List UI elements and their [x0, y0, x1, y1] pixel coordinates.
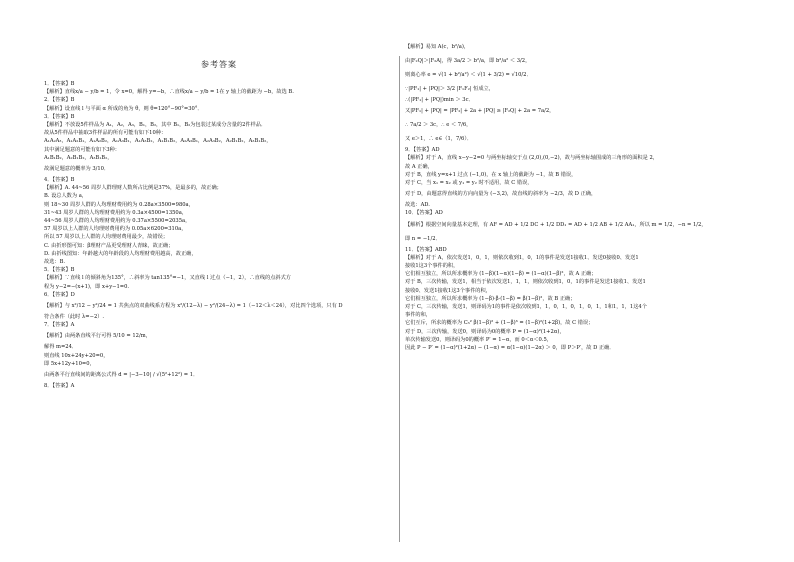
right-line: 故 A 正确，	[405, 163, 433, 170]
right-line: 接收0、发送1接收1这3个事件的积，	[405, 287, 491, 294]
right-line: 对于 B，直线 y=x+1 过点 (−1,0)，在 x 轴上的截距为 −1，故 B 错误，	[405, 171, 577, 178]
right-line: 10．【答案】AD	[405, 210, 443, 217]
right-line: 【解析】易知 A(c，b²/a)，	[405, 44, 470, 50]
right-column	[405, 40, 755, 352]
left-line: 2．【答案】B	[44, 97, 75, 104]
right-line: 对于 D，由题意得直线的方向向量为 (−3,2)，故直线的斜率为 −2/3，故 D 正确，	[405, 191, 597, 198]
left-line: 3．【答案】B	[44, 113, 75, 120]
left-line: 则直线 10x+24y+20=0，	[44, 352, 109, 359]
right-line: 对于 C，当 x₁ = x₂ 或 y₁ = y₂ 时不适用，故 C 错误，	[405, 180, 533, 187]
right-line: 接收1这3个事件的积，	[405, 263, 459, 270]
left-line: 【解析】设直线 l 与平面 α 所成的角为 θ，则 θ=120°−90°=30°．	[44, 105, 203, 112]
left-line: A₁A₂A₃，A₁A₂B₁，A₁A₂B₂，A₁A₃B₁，A₁A₃B₂，A₁B₁B₂，A₂A₃B₁，A₂A₃B₂，A₂B₁B₂，A₃B₁B₂，	[44, 138, 272, 145]
right-line: 它们互斥，所求的概率为 C₃² β(1−β)² + (1−β)³ = (1−β)²(1+2β)，故 C 错误；	[405, 320, 594, 327]
right-line: 【解析】对于 A，直线 x−y−2=0 与两坐标轴交于点 (2,0),(0,−2)，故与两坐标轴围成的三角形的面积是 2，	[405, 155, 658, 162]
left-line: 8．【答案】A	[44, 383, 75, 390]
right-line: 对于 C，三次传输，发送1，则译码为1的事件是依次收到1，1，0，1，0，1，0，1，1和1，1，1这4个	[405, 304, 647, 311]
left-line: 其中满足题意的可能有如下3种：	[44, 146, 120, 153]
right-line: ∵|PF₁| + |PQ|＞ 3/2 |F₁F₂| 恒成立，	[405, 86, 494, 92]
left-line: 57 周岁以上人群的人均理财费用约为 0.05a×6200=310a，	[44, 226, 187, 233]
right-line: 由|F₂Q|＞|F₂A|，得 3a/2 ＞ b²/a，即 b²/a² ＜ 3/2，	[405, 58, 531, 64]
page-title: 参考答案	[201, 60, 237, 69]
left-line: 解得 m=24．	[44, 344, 78, 351]
left-line: 4．【答案】B	[44, 177, 75, 184]
right-line: 又|PF₁| + |PQ| = |PF₂| + 2a + |PQ| ≥ |F₂Q| + 2a = 7a/2，	[405, 108, 555, 115]
left-line: A₁B₁B₂，A₂B₁B₂，A₃B₁B₂，	[44, 154, 113, 161]
right-line: 因此 P − P′ = (1−α)²(1+2α) − (1−α) = α(1−α)(1−2α) ＞ 0，即 P＞P′，故 D 正确．	[405, 345, 615, 352]
right-line: 对于 B，三次传输，发送1，相当于依次发送1，1，1，则依次收到1，0，1的事件是发送1接收1、发送1	[405, 279, 646, 286]
left-line: 【解析】与 x²/12 − y²/24 = 1 共焦点的双曲线系方程为 x²/(12−λ) − y²/(24−λ) = 1（−12＜λ＜24），对比四个选项，只有 D	[44, 303, 343, 310]
right-line: 【解析】对于 A，依次发送1，0，1，则依次收到1，0，1的事件是发送1接收1、发送0接收0、发送1	[405, 254, 639, 261]
left-line: 【解析】不放设5件样品为 A₁，A₂，A₃，B₁，B₂，其中 B₁，B₂为包装过某成分含量的2件样品．	[44, 122, 267, 129]
right-line: 事件的和，	[405, 312, 431, 319]
left-line: C. 由折形图可知：β理财产品更受理财人青睐，故正确；	[44, 242, 174, 249]
left-line: 即 5x+12y+10=0，	[44, 360, 95, 367]
left-lines	[44, 80, 394, 390]
left-line: 【解析】由两条直线平行可得 5/10 = 12/m，	[44, 333, 151, 340]
right-line: 则离心率 e = √(1 + b²/a²) ＜ √(1 + 3/2) = √10/2．	[405, 72, 532, 78]
left-line: 【解析】A. 44~56 周岁人群理财人数所占比例是37%，是最多的，故正确；	[44, 185, 222, 192]
right-line: ∴(|PF₁| + |PQ|)min ＞ 3c．	[405, 97, 474, 103]
column-divider	[399, 56, 400, 542]
left-line: B. 设总人数为 a，	[44, 193, 87, 200]
right-line: 单次传输发送0，则译码为0的概率 P′ = 1−α，而 0＜α＜0.5，	[405, 336, 552, 343]
right-line: 又 e＞1，∴ e∈（1，7/6）．	[405, 136, 473, 143]
left-line: 5．【答案】B	[44, 267, 75, 274]
right-line: 故选：AD.	[405, 202, 430, 209]
left-line: 故满足题意的概率为 3/10．	[44, 166, 110, 173]
right-line: 对于 D，三次传输，发送0，则译码为0的概率 P = (1−α)²(1+2α)，	[405, 328, 565, 335]
right-lines	[405, 40, 755, 352]
left-line: 31~43 周岁人群的人均理财费用约为 0.3a×4500=1350a，	[44, 209, 188, 216]
right-line: 【解析】根据空间向量基本定理，有 AF = AD + 1/2 DC + 1/2 DD₁ = AD + 1/2 AB + 1/2 AA₁，所以 m = 1/2，−n = 1/2，	[405, 221, 707, 228]
left-line: 所以 57 周岁以上人群的人均理财费用最少，故错误；	[44, 234, 169, 241]
right-line: 11．【答案】ABD	[405, 246, 447, 253]
right-line: 即 n = −1/2．	[405, 235, 441, 242]
left-line: 符合条件（此时 λ=−2）.	[44, 314, 105, 321]
left-line: 故从5件样品中抽取3件样品的所有可能有如下10种：	[44, 130, 167, 137]
left-line: 【解析】∵直线 l 的倾斜角为135°，∴斜率为 tan135°=−1，又直线 l 过点（−1，2），∴直线的点斜式方	[44, 275, 291, 282]
left-line: 【解析】直线x/a − y/b = 1，令 x=0，解得 y=−b，∴直线x/a − y/b = 1在 y 轴上的截距为 −b，故选 B.	[44, 89, 294, 96]
left-line: 程为 y−2=−(x+1)，即 x+y−1=0.	[44, 283, 130, 290]
left-line: 则 18~30 周岁人群的人均理财费用约为 0.28a×3500=980a，	[44, 201, 194, 208]
right-line: 9．【答案】AD	[405, 147, 440, 154]
right-line: 它们相互独立，所以所求概率为 (1−β)(1−α)(1−β) = (1−α)(1−β)²，故 A 正确；	[405, 271, 597, 278]
left-line: 6．【答案】D	[44, 291, 75, 298]
left-column	[44, 40, 394, 390]
left-line: 44~56 周岁人群的人均理财费用约为 0.37a×5500=2035a，	[44, 218, 191, 225]
left-line: D. 由折线图知：年龄越大的年龄段的人均理财费用越高，故正确，	[44, 250, 197, 257]
left-line: 7．【答案】A	[44, 322, 75, 329]
right-line: 它们相互独立，所以所求概率为 (1−β)·β·(1−β) = β(1−β)²，故 B 正确；	[405, 295, 576, 302]
left-line: 故选：B.	[44, 259, 66, 266]
right-line: ∴ 7a/2 ＞ 3c，∴ e ＜ 7/6，	[405, 122, 472, 129]
left-line: 由两条平行直线间的距离公式得 d = |−3−10| / √(5²+12²) = 1．	[44, 372, 199, 379]
left-line: 1．【答案】B	[44, 81, 75, 87]
